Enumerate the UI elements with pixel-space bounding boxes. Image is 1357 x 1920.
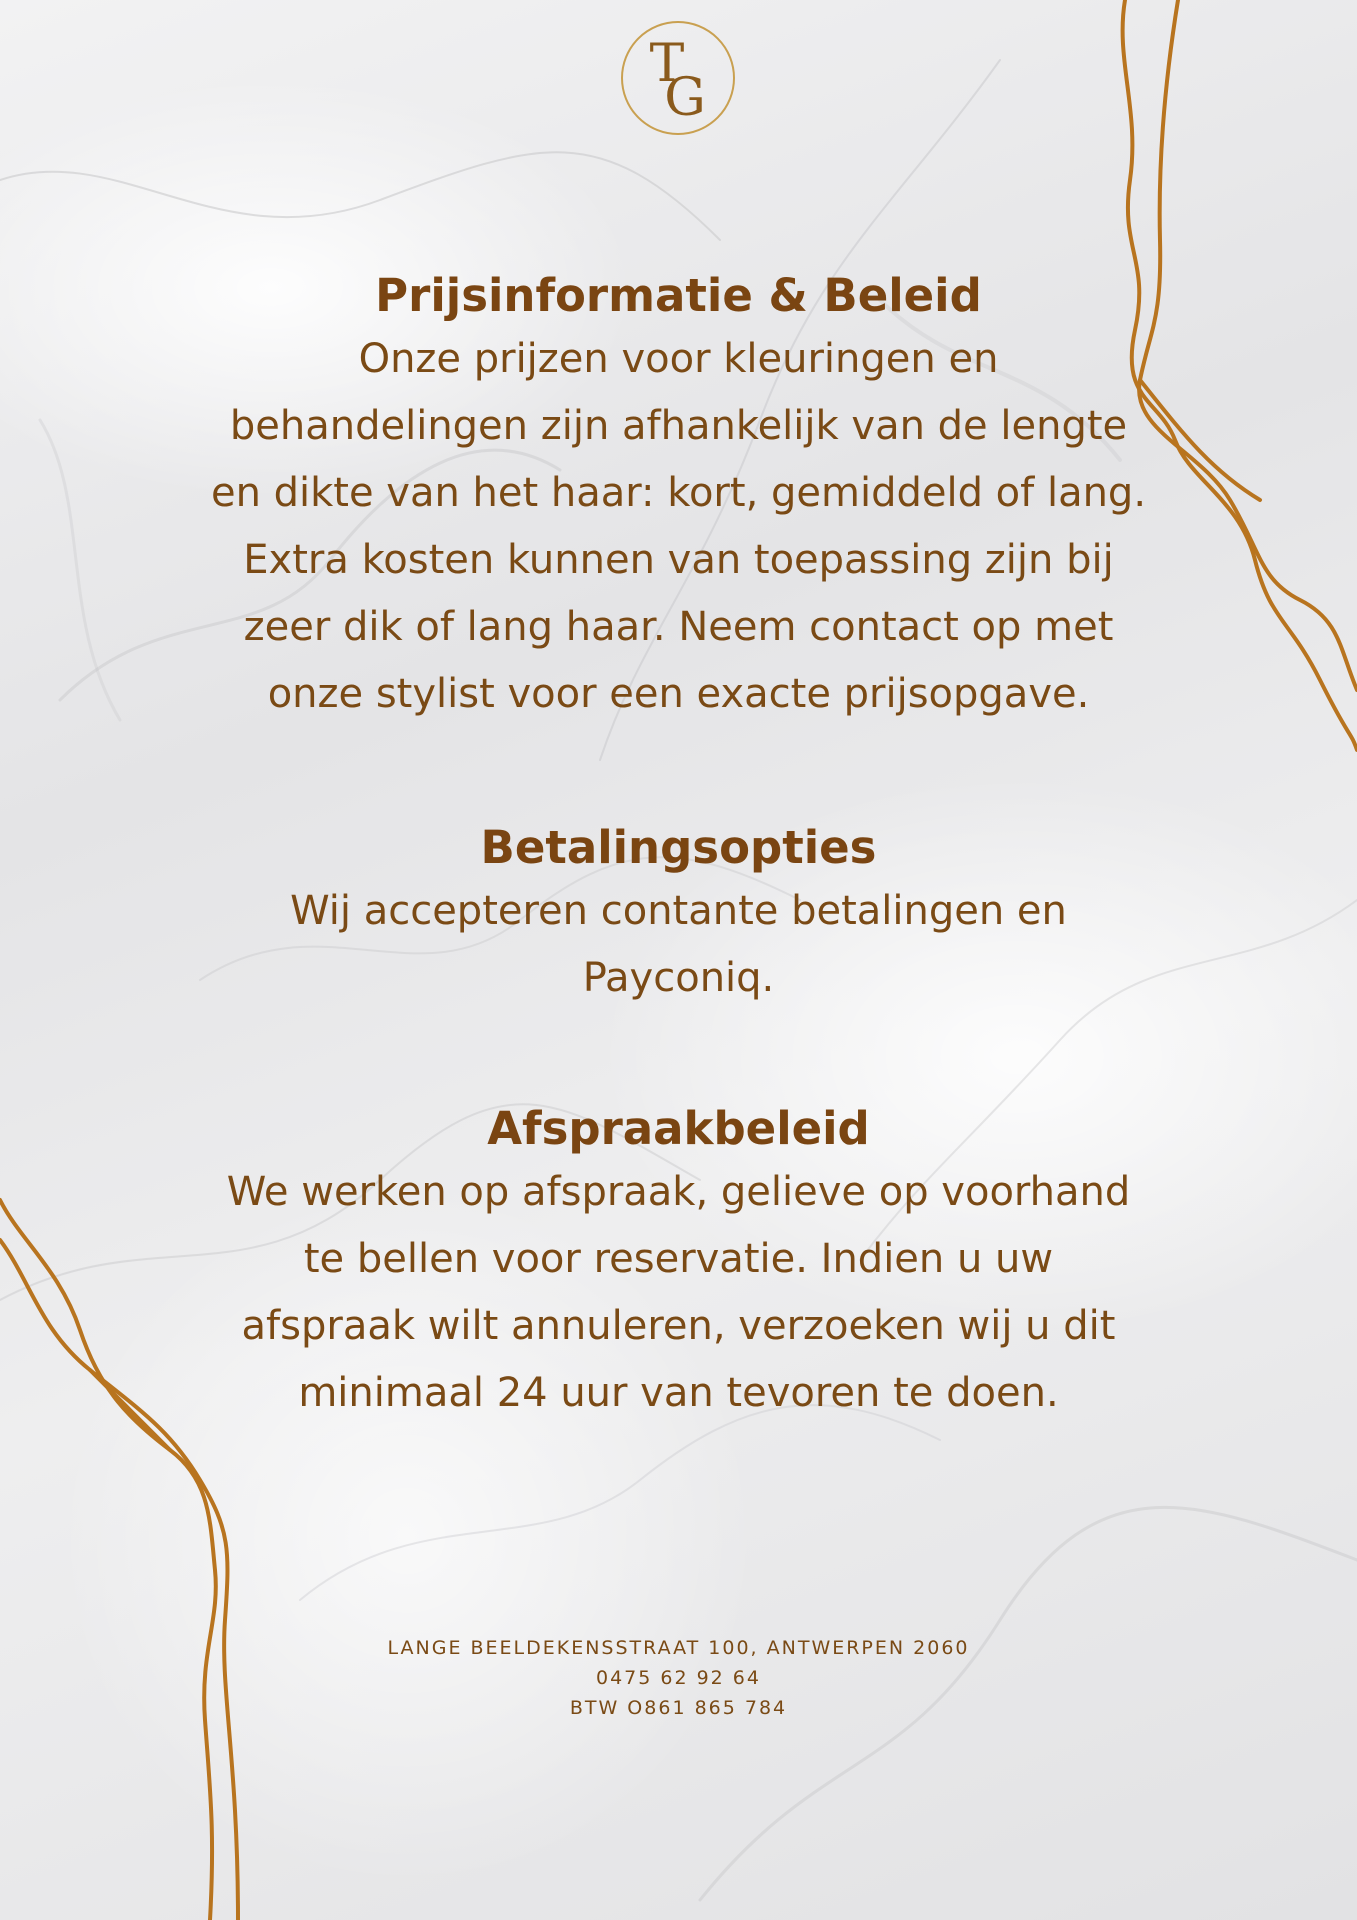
footer-address: LANGE BEELDEKENSSTRAAT 100, ANTWERPEN 2060 xyxy=(387,1637,970,1659)
appointment-section xyxy=(150,1099,1207,1427)
pricing-heading: Prijsinformatie & Beleid xyxy=(375,269,982,322)
logo-letter-t: T xyxy=(649,34,685,94)
payment-heading: Betalingsopties xyxy=(480,821,877,874)
pricing-section xyxy=(150,266,1207,728)
appointment-heading: Afspraakbeleid xyxy=(487,1102,870,1155)
payment-text: Wij accepteren contante betalingen en Payconiq. xyxy=(290,888,1067,1001)
payment-section xyxy=(150,818,1207,1012)
logo-monogram xyxy=(619,19,737,137)
appointment-text: We werken op afspraak, gelieve op voorhand te bellen voor reservatie. Indien u uw afspraak wilt annuleren, verzoeken wij u dit minimaal 24 uur van tevoren te doen. xyxy=(226,1169,1131,1416)
logo-letter-g: G xyxy=(664,68,706,128)
pricing-text: Onze prijzen voor kleuringen en behandelingen zijn afhankelijk van de lengte en dikte van het haar: kort, gemiddeld of lang. Extra kosten kunnen van toepassing zijn bij zeer dik of lang haar. Neem contact op met onze stylist voor een exacte prijsopgave. xyxy=(210,336,1147,717)
footer-vat: BTW O861 865 784 xyxy=(569,1697,788,1719)
footer-phone: 0475 62 92 64 xyxy=(595,1667,761,1689)
footer-contact xyxy=(300,1633,1057,1723)
